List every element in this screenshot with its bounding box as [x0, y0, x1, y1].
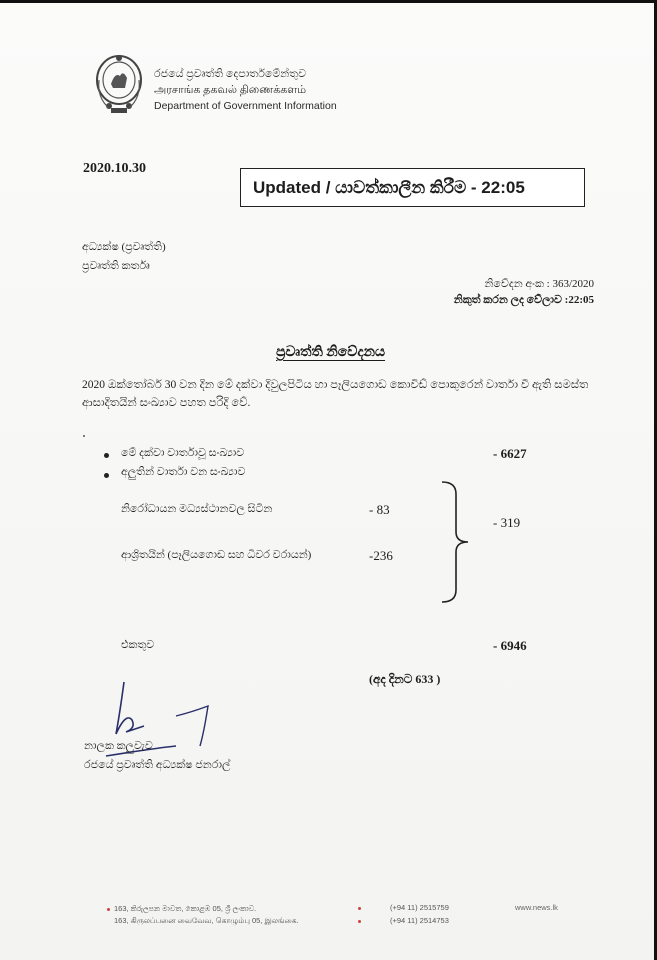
- org-name-tamil: அரசாங்க தகவல் திணைக்களம்: [154, 84, 307, 96]
- footer-address-tamil: 163, கிருலப்பனை வைவேவ, கொழும்பு 05, இலங்கை.: [114, 916, 299, 925]
- fax-icon: [358, 920, 361, 923]
- signatory-title: රජයේ ප්‍රවෘත්ති අධ්‍යක්ෂ ජනරාල්: [84, 759, 231, 771]
- total-value: - 6946: [493, 638, 527, 653]
- footer-address-sinhala: 163, කිරුලපන මාවත, කොළඹ 05, ශ්‍රී ලංකාව.: [114, 904, 257, 913]
- new-label: අලුතින් වාර්තා වන සංඛ්‍යාව: [121, 466, 246, 478]
- addressee-editor: ප්‍රවෘත්ති කර්තෘ: [82, 260, 150, 272]
- today-count: (අද දිනට 633 ): [369, 672, 441, 686]
- footer-address-marker: [107, 908, 110, 911]
- new-total-value: - 319: [493, 515, 521, 530]
- notice-heading: ප්‍රවෘත්ති නිවේදනය: [276, 345, 386, 360]
- organization-name: [154, 66, 384, 114]
- signatory-name: නාලක කලුවැව: [84, 740, 153, 752]
- bullet-new: [104, 473, 109, 478]
- quarantine-label: නිරෝධායන මධ්‍යස්ථානවල සිටින: [121, 503, 273, 515]
- scan-edge-top: [0, 0, 657, 3]
- addressee-director: අධ්‍යක්ෂ (ප්‍රවෘත්ති): [82, 241, 166, 253]
- total-label: එකතුව: [121, 639, 155, 651]
- release-time: නිකුත් කරන ලද වේලාව :22:05: [453, 294, 594, 306]
- reported-label: මේ දක්වා වාර්තාවූ සංඛ්‍යාව: [121, 447, 245, 459]
- release-date: 2020.10.30: [83, 161, 146, 176]
- grouping-brace: [440, 480, 470, 604]
- org-name-english: Department of Government Information: [154, 100, 337, 112]
- contacts-value: -236: [369, 548, 393, 563]
- quarantine-value: - 83: [369, 502, 390, 517]
- sri-lanka-emblem-icon: [93, 50, 145, 118]
- release-number: නිවේදන අංක : 363/2020: [484, 278, 594, 290]
- update-banner: Updated / යාවත්කාලීන කිරීම - 22:05: [240, 168, 585, 207]
- footer-phone-1: (+94 11) 2515759: [390, 903, 449, 912]
- bullet-reported: [104, 453, 109, 458]
- stray-mark: [83, 435, 85, 437]
- footer-website: www.news.lk: [515, 903, 558, 912]
- footer-phone-2: (+94 11) 2514753: [390, 916, 449, 925]
- intro-paragraph: 2020 ඔක්තෝබර් 30 වන දින මේ දක්වා දිවුලපිටිය හා පෑලියගොඩ කොවිඩ් පොකුරෙන් වාර්තා වී ඇති සමස්ත ආසාදිතයින් සංඛ්‍යාව පහත පරිදි වේ.: [82, 379, 589, 409]
- reported-value: - 6627: [493, 446, 527, 461]
- org-name-sinhala: රජයේ ප්‍රවෘත්ති දෙපාර්තමේන්තුව: [154, 68, 307, 80]
- contacts-label: ආශ්‍රිතයින් (පෑලියගොඩ සහ ධීවර වරායන්): [121, 549, 312, 561]
- phone-icon: [358, 907, 361, 910]
